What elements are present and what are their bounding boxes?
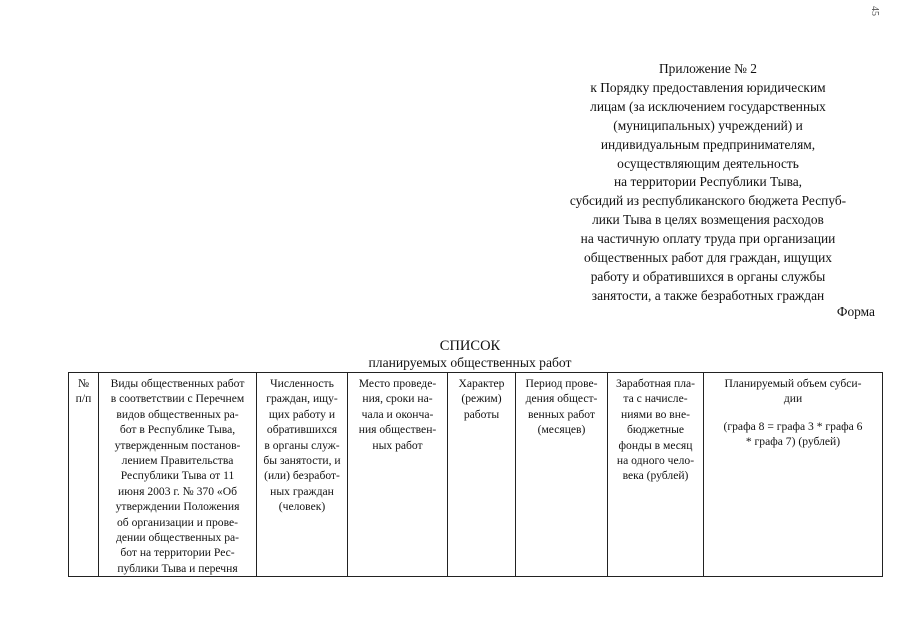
appendix-line: лики Тыва в целях возмещения расходов	[592, 212, 824, 228]
header-line: (человек)	[278, 500, 326, 514]
header-line: п/п	[75, 392, 92, 406]
appendix-line: субсидий из республиканского бюджета Респуб-	[569, 193, 847, 209]
header-line: бы занятости, и	[263, 454, 341, 468]
header-line: щих работу и	[268, 407, 336, 421]
header-line: июня 2003 г. № 370 «Об	[118, 484, 237, 498]
header-line: (или) безработ-	[264, 469, 340, 483]
header-line: публики Тыва и перечня	[117, 561, 238, 575]
header-line: №	[77, 377, 90, 390]
header-line: (режим)	[461, 392, 502, 406]
header-line: работы	[463, 407, 500, 421]
appendix-line: индивидуальным предпринимателям,	[600, 136, 816, 152]
header-line: чала и оконча-	[361, 407, 434, 421]
table-header-row	[69, 373, 883, 577]
appendix-line: Приложение № 2	[658, 61, 758, 76]
header-line: в органы служ-	[264, 438, 340, 452]
list-subtitle: планируемых общественных работ	[368, 355, 572, 370]
header-line: Период прове-	[525, 377, 598, 390]
header-line: фонды в месяц	[618, 438, 693, 452]
appendix-line: общественных работ для граждан, ищущих	[584, 250, 832, 266]
header-cell-period	[516, 373, 608, 577]
header-line: ных граждан	[270, 484, 334, 498]
header-line: видов общественных ра-	[116, 407, 239, 421]
header-line: обратившихся	[266, 423, 338, 437]
header-line: Планируемый объем субси-	[724, 377, 862, 390]
header-cell-location	[348, 373, 448, 577]
header-line: утверждении Положения	[115, 500, 240, 514]
header-line: * графа 7) (рублей)	[745, 435, 841, 449]
header-line-gap	[706, 407, 880, 419]
header-line: дении общественных ра-	[115, 531, 240, 545]
header-line: Республики Тыва от 11	[120, 469, 235, 483]
page-number-mark: 45	[869, 6, 880, 16]
header-line: граждан, ищу-	[266, 392, 338, 406]
header-cell-work-types	[99, 373, 257, 577]
header-line: об организации и прове-	[116, 515, 239, 529]
header-cell-number	[69, 373, 99, 577]
header-cell-work-mode	[448, 373, 516, 577]
header-line: на одного чело-	[616, 454, 695, 468]
header-line: ния обществен-	[358, 423, 437, 437]
header-cell-salary	[608, 373, 704, 577]
appendix-line: работу и обратившихся в органы службы	[590, 268, 826, 284]
header-line: ниями во вне-	[621, 407, 690, 421]
header-line: бот на территории Рес-	[120, 546, 235, 560]
header-line: в соответствии с Перечнем	[110, 392, 245, 406]
appendix-line: (муниципальных) учреждений) и	[613, 117, 803, 133]
public-works-table	[68, 372, 883, 577]
header-line: ных работ	[372, 438, 423, 452]
list-title: СПИСОК	[439, 338, 501, 354]
header-line: та с начисле-	[623, 392, 688, 406]
appendix-line: осуществляющим деятельность	[617, 155, 799, 171]
header-line: (месяцев)	[537, 423, 586, 437]
appendix-line: на территории Республики Тыва,	[613, 174, 803, 190]
header-line: утвержденным постанов-	[114, 438, 241, 452]
header-line: Заработная пла-	[615, 377, 696, 390]
header-line: бот в Республике Тыва,	[119, 423, 236, 437]
form-label: Форма	[836, 304, 875, 319]
header-line: Численность	[270, 377, 334, 390]
header-line: лением Правительства	[121, 454, 234, 468]
header-line: Характер	[458, 377, 505, 390]
appendix-line: лицам (за исключением государственных	[590, 98, 826, 114]
appendix-line: к Порядку предоставления юридическим	[590, 79, 826, 95]
header-line: дения общест-	[525, 392, 598, 406]
header-line: Место проведе-	[358, 377, 437, 390]
appendix-header	[528, 60, 888, 306]
header-line: века (рублей)	[622, 469, 689, 483]
header-line: (графа 8 = графа 3 * графа 6	[723, 419, 863, 433]
header-line: венных работ	[528, 407, 595, 421]
appendix-line: на частичную оплату труда при организации	[580, 231, 836, 247]
header-line: бюджетные	[626, 423, 685, 437]
header-cell-subsidy	[704, 373, 883, 577]
header-cell-headcount	[257, 373, 348, 577]
header-line: ния, сроки на-	[362, 392, 433, 406]
header-line: Виды общественных работ	[110, 377, 245, 390]
header-line: дии	[783, 392, 803, 406]
appendix-line: занятости, а также безработных граждан	[591, 287, 825, 303]
